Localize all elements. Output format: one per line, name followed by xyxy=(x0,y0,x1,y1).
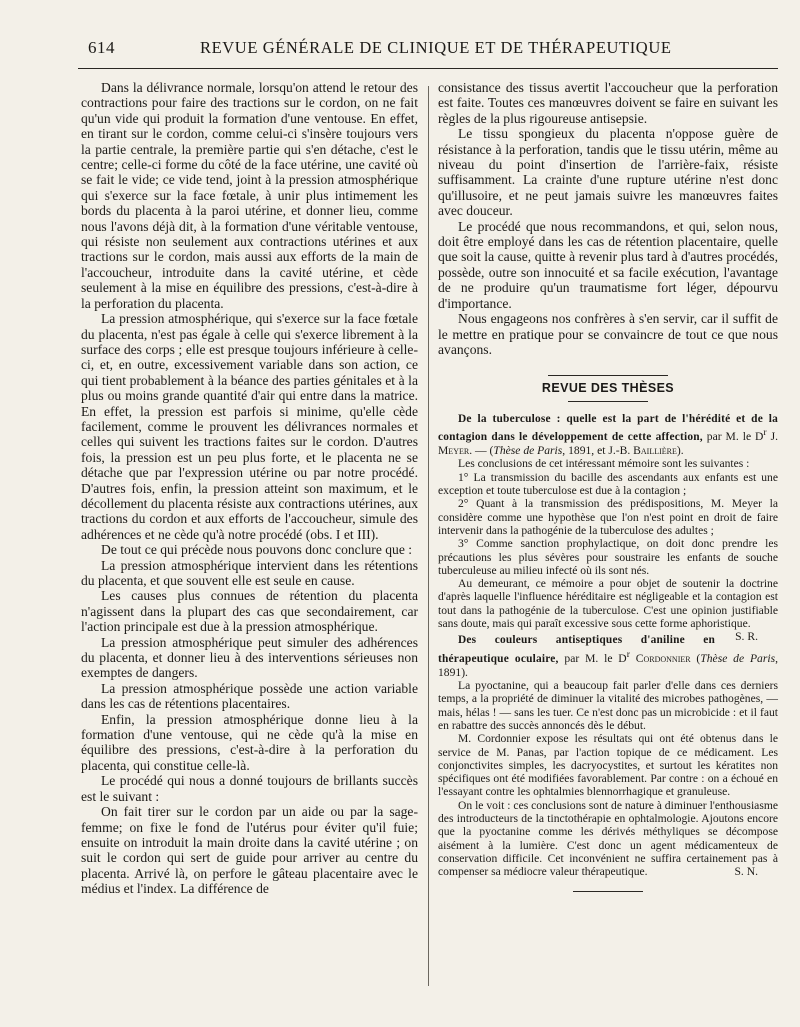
header-rule xyxy=(78,68,778,69)
heading-rule-bottom xyxy=(568,401,648,402)
review-author: Cordonnier xyxy=(629,651,691,665)
end-rule xyxy=(573,891,643,892)
review-title: De la tuberculose : quelle est la part de l'hérédité et de la contagion dans le développement de cette affection, xyxy=(438,412,778,443)
review-signature: S. N. xyxy=(734,865,758,879)
paragraph: La pression atmosphérique intervient dans les rétentions du placenta, et que souvent elle est seule en cause. xyxy=(81,557,418,588)
review-paragraph: La pyoctanine, qui a beaucoup fait parler d'elle dans ces derniers temps, a la propriété de diminuer la vitalité des microbes pathogènes, — mais, hélas ! — sans les tuer. Ce n'est donc pas un microbicide : et il faut en rabattre des succès annoncés dès le début. xyxy=(438,679,778,732)
page-header xyxy=(88,36,778,60)
review-dr-superscript: r xyxy=(626,648,630,660)
paragraph: On fait tirer sur le cordon par un aide ou par la sage-femme; on fixe le fond de l'utérus pour éviter qu'il fuie; ensuite on introduit la main droite dans la cavité utérine ; on suit le cordon qui sert de guide pour arriver au centre du placenta. Arrivé là, on perfore le gâteau placentaire avec le médius et l'index. La différence de xyxy=(81,804,418,897)
review-source: Thèse de Paris xyxy=(493,444,563,458)
review-closing-text: On le voit : ces conclusions sont de nature à diminuer l'enthousiasme des introducteurs de la tinctothérapie en ophtalmologie. Ajoutons encore que la pyoctanine comme les dérivés méthyliques se décompose aisément à la lumière. C'est donc un agent médicamenteux de conservation difficile. Cet inconvénient ne suffira certainement pas à compenser sa médiocre valeur thérapeutique. xyxy=(438,798,778,879)
review-paragraph xyxy=(438,799,778,879)
review-by: par M. le D xyxy=(702,429,764,443)
thesis-review-aniline xyxy=(438,633,778,878)
heading-rule-top xyxy=(548,375,668,376)
paragraph: De tout ce qui précède nous pouvons donc conclure que : xyxy=(101,542,413,558)
paragraph: Dans la délivrance normale, lorsqu'on attend le retour des contractions pour faire des tractions sur le cordon, on ne fait qu'un vide qui produit la formation d'une ventouse. En effet, en tirant sur le cordon, comme celui-ci s'insère toujours vers la partie centrale, la première partie qui s'en détache, c'est le centre; celle-ci forme du côté de la face utérine, une cavité où se fait le vide; ce vide tend, joint à la pression atmosphérique qui s'exerce sur la face fœtale, à unir plus intimement les bords du placenta à la paroi utérine, et donner lieu, comme nous l'avons déjà dit, à la formation d'une véritable ventouse, qui résiste non seulement aux contractions utérines et aux tractions sur le cordon, mais aussi aux efforts de la main de l'accoucheur, introduite dans la cavité utérine, et cède seulement à la mise en équilibre des pressions, c'est-à-dire à la perforation du placenta. xyxy=(81,80,418,311)
section-heading-text: REVUE DES THÈSES xyxy=(541,381,675,396)
review-dash: — ( xyxy=(472,444,494,458)
paragraph: Les causes plus connues de rétention du placenta n'agissent dans la plupart des cas que secondairement, car l'action principale est due à la pression atmosphérique. xyxy=(81,588,418,635)
review-source-open: ( xyxy=(690,651,701,665)
review-conclusion-item: 1° La transmission du bacille des ascendants aux enfants est une exception et toute tuberculose est due à la contagion ; xyxy=(438,470,778,498)
review-closing-text: Au demeurant, ce mémoire a pour objet de soutenir la doctrine d'après laquelle l'influence héréditaire est négligeable et la contagion est tout dans la pathogénie de la tuberculose. C'est une opinion justifiable sans doute, mais qui paraît excessive sous cette forme aphoristique. xyxy=(438,577,778,631)
page-number: 614 xyxy=(88,38,115,57)
left-column xyxy=(81,80,418,897)
running-title: REVUE GÉNÉRALE DE CLINIQUE ET DE THÉRAPEUTIQUE xyxy=(200,38,672,57)
review-by: par M. le D xyxy=(558,651,627,665)
thesis-review-tuberculose xyxy=(438,412,779,644)
review-dr-superscript: r xyxy=(763,427,767,439)
right-column xyxy=(438,80,778,892)
paragraph: Le procédé que nous recommandons, et qui, selon nous, doit être employé dans les cas de rétention placentaire, quelle que soit la cause, quitte à revenir plus tard à d'autres procédés, possède, outre son innocuité et sa facile exécution, l'avantage de ne produire qu'un traumatisme fort léger, dépourvu d'importance. xyxy=(438,218,778,311)
review-conclusion-item: 3° Comme sanction prophylactique, on doit donc prendre les précautions les plus sévères pour soustraire les enfants de souche tuberculeuse au milieu infecté où ils sont nés. xyxy=(438,537,778,577)
review-citation xyxy=(438,412,778,458)
review-publisher: Baillière xyxy=(633,444,677,458)
review-paragraph xyxy=(438,577,778,644)
review-conclusion-item: 2° Quant à la transmission des prédispositions, M. Meyer la considère comme une hypothèse que l'on n'est point en droit de faire intervenir dans la pathogénie de la tuberculose des adultes ; xyxy=(438,497,778,537)
paragraph: Le procédé qui nous a donné toujours de brillants succès est le suivant : xyxy=(81,773,418,804)
review-title: Des couleurs antiseptiques d'aniline en thérapeutique oculaire, xyxy=(438,634,716,665)
review-paragraph: Les conclusions de cet intéressant mémoire sont les suivantes : xyxy=(458,457,750,471)
review-paragraph: M. Cordonnier expose les résultats qui ont été obtenus dans le service de M. Panas, par l'action topique de ce médicament. Les conjonctivites simples, les dacryocystites, et surtout les kératites non spécifiques ont été modifiées favorablement. Par contre : on a échoué en l'essayant contre les ophtalmies blennorrhagique et granuleuse. xyxy=(438,732,778,799)
paragraph: Enfin, la pression atmosphérique donne lieu à la formation d'une ventouse, qui ne cède qu'à la mise en équilibre des pressions, c'est-à-dire à la perforation du placenta, qui constitue celle-là. xyxy=(81,711,418,773)
section-heading xyxy=(438,375,778,401)
column-divider xyxy=(428,86,429,986)
paragraph: Le tissu spongieux du placenta n'oppose guère de résistance à la perforation, tandis que le tissu utérin, même au niveau du point d'insertion de l'arrière-faix, résiste suffisamment. La crainte d'une rupture utérine n'est donc qu'illusoire, et ne peut jamais suivre les manœuvres faites avec douceur. xyxy=(438,126,778,219)
review-close: ). xyxy=(676,444,684,458)
review-source-tail: , 1891, et J.-B. xyxy=(562,444,634,458)
paragraph: consistance des tissus avertit l'accoucheur que la perforation est faite. Toutes ces manœuvres doivent se faire en suivant les règles de la plus rigoureuse antisepsie. xyxy=(438,80,778,126)
review-source-tail: , 1891). xyxy=(438,651,778,679)
paragraph: La pression atmosphérique possède une action variable dans les cas de rétentions placentaires. xyxy=(81,680,418,712)
paragraph: Nous engageons nos confrères à s'en servir, car il suffit de le mettre en pratique pour se convaincre de tout ce que nous avançons. xyxy=(438,311,778,357)
review-source: Thèse de Paris xyxy=(700,651,776,665)
review-author: J. Meyer. xyxy=(438,429,779,458)
paragraph: La pression atmosphérique, qui s'exerce sur la face fœtale du placenta, n'est pas égale à celle qui s'exerce librement à la surface des corps ; elle est presque toujours inférieure à celle-ci, et, en outre, excessivement variable dans son action, ce qui tient probablement à la béance des parties génitales et à la plus ou moins grande quantité d'air qui entre dans la matrice. En effet, la pression est parfois si minime, qu'elle cède facilement, comme le prouvent les délivrances normales et celles qui suivent les tractions faites sur le cordon. D'autres fois, la pression est un peu plus forte, et le placenta ne se détache que par l'expression utérine ou par notre procédé. D'autres fois, enfin, la pression atteint son maximum, et le décollement du placenta résiste aux contractions utérines, aux tractions du cordon et aux efforts de l'accoucheur, simule des adhérences et ne cède qu'à notre procédé (obs. I et III). xyxy=(81,311,418,542)
review-signature: S. R. xyxy=(735,630,758,644)
paragraph: La pression atmosphérique peut simuler des adhérences du placenta, et donner lieu à des interventions sérieuses non exemptes de dangers. xyxy=(81,634,418,681)
